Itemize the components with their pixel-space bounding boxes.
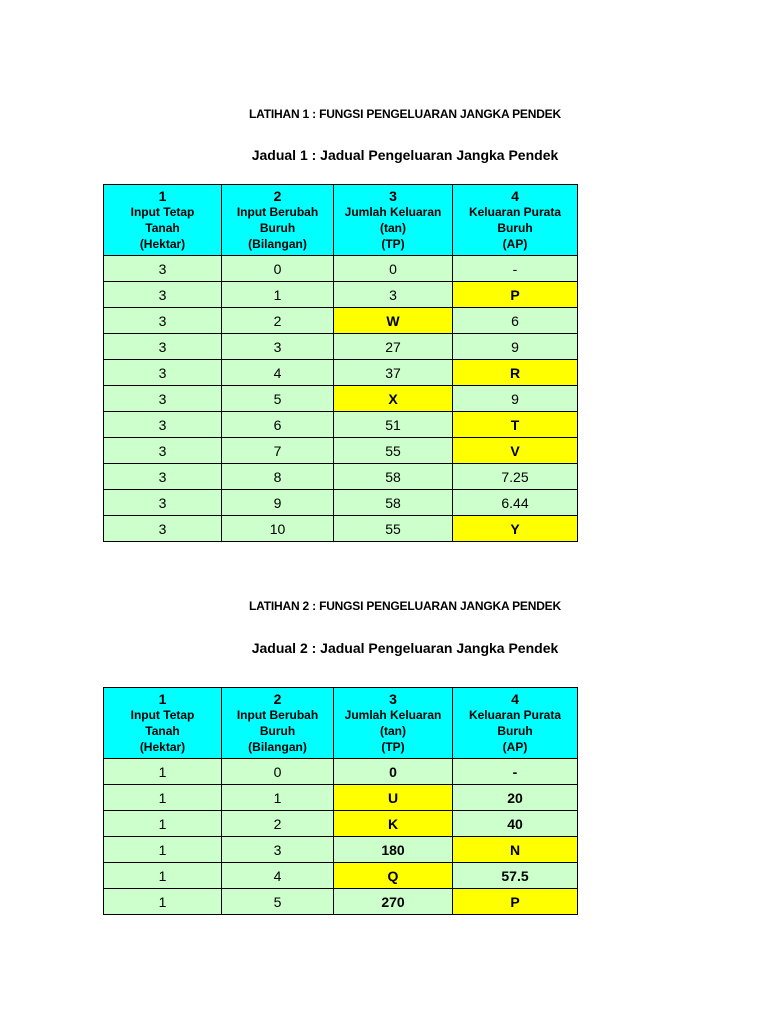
labour-cell: 4 [222,360,334,386]
header-labour-input: 2 Input Berubah Buruh (Bilangan) [222,185,334,256]
table-row [104,386,578,412]
land-cell: 3 [104,386,222,412]
land-cell: 3 [104,308,222,334]
labour-cell: 0 [222,759,334,785]
ap-blank-cell: T [453,412,578,438]
table-row [104,360,578,386]
labour-cell: 7 [222,438,334,464]
ap-cell: 9 [453,334,578,360]
table-row [104,438,578,464]
labour-cell: 1 [222,282,334,308]
table-row [104,889,578,915]
table-row [104,516,578,542]
tp-blank-cell: X [334,386,453,412]
header-land-input: 1 Input Tetap Tanah (Hektar) [104,185,222,256]
table-row [104,334,578,360]
land-cell: 3 [104,438,222,464]
land-cell: 1 [104,785,222,811]
ap-blank-cell: V [453,438,578,464]
land-cell: 3 [104,360,222,386]
header-total-product: 3 Jumlah Keluaran (tan) (TP) [334,688,453,759]
labour-cell: 6 [222,412,334,438]
table-row [104,785,578,811]
labour-cell: 5 [222,889,334,915]
labour-cell: 2 [222,811,334,837]
tp-blank-cell: U [334,785,453,811]
table-2-header-row [104,688,578,759]
tp-blank-cell: W [334,308,453,334]
production-table-1 [103,184,578,542]
header-average-product: 4 Keluaran Purata Buruh (AP) [453,185,578,256]
labour-cell: 5 [222,386,334,412]
land-cell: 3 [104,464,222,490]
tp-cell: 270 [334,889,453,915]
ap-cell: 7.25 [453,464,578,490]
ap-blank-cell: P [453,282,578,308]
ap-blank-cell: P [453,889,578,915]
tp-cell: 27 [334,334,453,360]
header-land-input: 1 Input Tetap Tanah (Hektar) [104,688,222,759]
exercise-2-title: LATIHAN 2 : FUNGSI PENGELUARAN JANGKA PENDEK [249,599,561,613]
ap-cell: 20 [453,785,578,811]
table-row [104,863,578,889]
labour-cell: 0 [222,256,334,282]
labour-cell: 4 [222,863,334,889]
table-row [104,759,578,785]
table-row [104,256,578,282]
ap-cell: 6.44 [453,490,578,516]
ap-cell: 40 [453,811,578,837]
table-row [104,308,578,334]
tp-cell: 37 [334,360,453,386]
ap-cell: - [453,759,578,785]
table-row [104,837,578,863]
land-cell: 1 [104,759,222,785]
tp-cell: 58 [334,490,453,516]
labour-cell: 1 [222,785,334,811]
land-cell: 3 [104,282,222,308]
production-table-2 [103,687,578,915]
tp-cell: 0 [334,759,453,785]
land-cell: 3 [104,490,222,516]
land-cell: 1 [104,863,222,889]
labour-cell: 9 [222,490,334,516]
table-1-header-row [104,185,578,256]
land-cell: 1 [104,811,222,837]
labour-cell: 10 [222,516,334,542]
tp-cell: 51 [334,412,453,438]
ap-cell: 57.5 [453,863,578,889]
ap-blank-cell: R [453,360,578,386]
tp-cell: 58 [334,464,453,490]
header-labour-input: 2 Input Berubah Buruh (Bilangan) [222,688,334,759]
labour-cell: 3 [222,837,334,863]
land-cell: 3 [104,256,222,282]
land-cell: 3 [104,412,222,438]
table-row [104,464,578,490]
labour-cell: 3 [222,334,334,360]
tp-cell: 0 [334,256,453,282]
ap-cell: 9 [453,386,578,412]
table-row [104,282,578,308]
land-cell: 3 [104,516,222,542]
land-cell: 1 [104,837,222,863]
tp-blank-cell: Q [334,863,453,889]
table-row [104,490,578,516]
header-average-product: 4 Keluaran Purata Buruh (AP) [453,688,578,759]
ap-cell: - [453,256,578,282]
labour-cell: 8 [222,464,334,490]
tp-cell: 180 [334,837,453,863]
table-row [104,412,578,438]
land-cell: 3 [104,334,222,360]
tp-cell: 3 [334,282,453,308]
land-cell: 1 [104,889,222,915]
ap-cell: 6 [453,308,578,334]
tp-blank-cell: K [334,811,453,837]
ap-blank-cell: Y [453,516,578,542]
header-total-product: 3 Jumlah Keluaran (tan) (TP) [334,185,453,256]
table-2-title: Jadual 2 : Jadual Pengeluaran Jangka Pendek [251,640,559,656]
labour-cell: 2 [222,308,334,334]
exercise-1-title: LATIHAN 1 : FUNGSI PENGELUARAN JANGKA PENDEK [249,107,561,121]
table-row [104,811,578,837]
tp-cell: 55 [334,516,453,542]
table-1-title: Jadual 1 : Jadual Pengeluaran Jangka Pendek [251,147,559,163]
ap-blank-cell: N [453,837,578,863]
tp-cell: 55 [334,438,453,464]
